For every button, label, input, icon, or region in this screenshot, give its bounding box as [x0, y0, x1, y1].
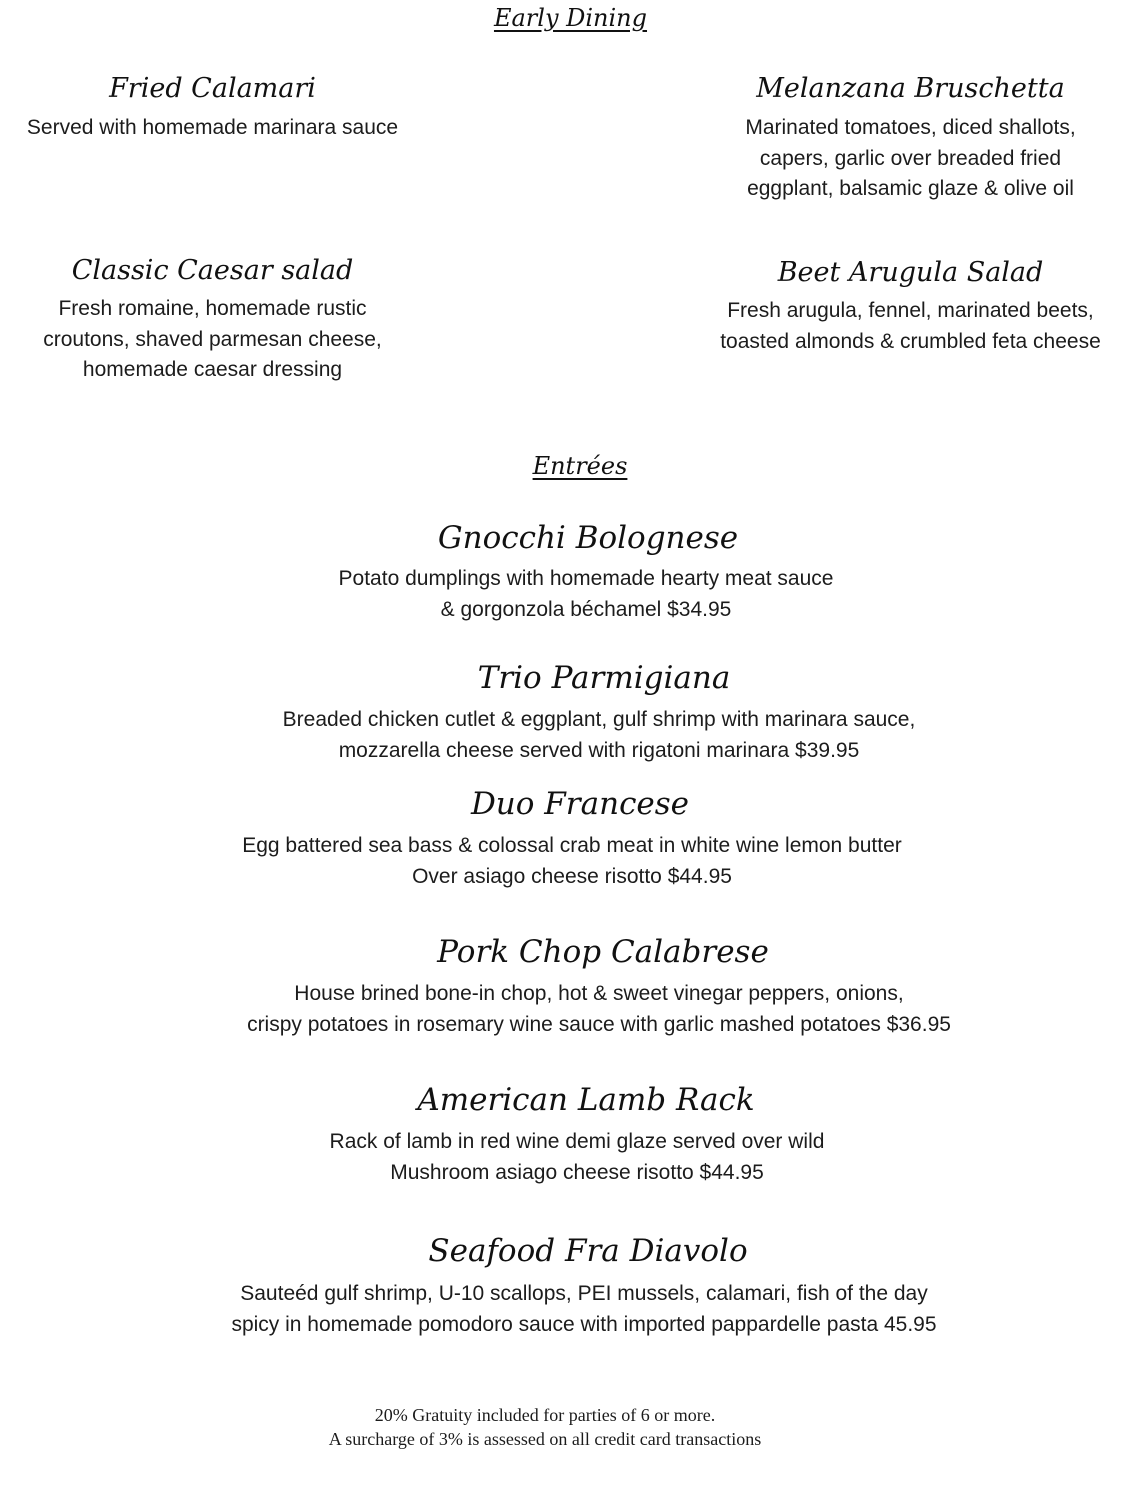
desc-line: spicy in homemade pomodoro sauce with imported pappardelle pasta 45.95: [231, 1312, 937, 1336]
dish-desc-classic-caesar-salad: [0, 294, 425, 386]
desc-line: & gorgonzola béchamel $34.95: [440, 597, 732, 621]
dish-name-fried-calamari: Fried Calamari: [109, 73, 316, 104]
desc-line: House brined bone-in chop, hot & sweet vinegar peppers, onions,: [294, 982, 904, 1005]
dish-name-gnocchi-bolognese: Gnocchi Bolognese: [437, 520, 739, 556]
desc-line: crispy potatoes in rosemary wine sauce with garlic mashed potatoes $36.95: [247, 1012, 951, 1036]
dish-name-trio-parmigiana: Trio Parmigiana: [477, 660, 731, 696]
early-dining-heading: Early Dining: [493, 4, 648, 32]
dish-name-duo-francese: Duo Francese: [470, 786, 690, 822]
desc-line: eggplant, balsamic glaze & olive oil: [747, 177, 1074, 200]
desc-line: Egg battered sea bass & colossal crab meat in white wine lemon butter: [242, 834, 902, 857]
dish-desc-pork-chop-calabrese: [199, 979, 999, 1040]
dish-name-american-lamb-rack: American Lamb Rack: [417, 1082, 755, 1118]
dish-desc-gnocchi-bolognese: [186, 564, 986, 625]
desc-line: Fresh romaine, homemade rustic: [58, 297, 367, 320]
entrees-heading: Entrées: [532, 452, 628, 480]
dish-name-pork-chop-calabrese: Pork Chop Calabrese: [437, 934, 769, 970]
desc-line: Mushroom asiago cheese risotto $44.95: [390, 1160, 764, 1184]
dish-desc-fried-calamari: [0, 113, 425, 144]
desc-line: Over asiago cheese risotto $44.95: [412, 864, 732, 888]
dish-desc-duo-francese: [172, 831, 972, 892]
dish-desc-seafood-fra-diavolo: [184, 1279, 984, 1340]
desc-line: Potato dumplings with homemade hearty meat sauce: [338, 567, 834, 590]
dish-name-melanzana-bruschetta: Melanzana Bruschetta: [756, 73, 1065, 104]
desc-line: croutons, shaved parmesan cheese,: [43, 327, 382, 351]
desc-line: homemade caesar dressing: [82, 358, 343, 381]
desc-line: Marinated tomatoes, diced shallots,: [745, 116, 1076, 139]
desc-line: capers, garlic over breaded fried: [759, 146, 1062, 170]
gratuity-note: 20% Gratuity included for parties of 6 or more.: [374, 1405, 716, 1425]
desc-line: Served with homemade marinara sauce: [26, 116, 399, 139]
desc-line: mozzarella cheese served with rigatoni marinara $39.95: [338, 738, 860, 762]
dish-name-beet-arugula-salad: Beet Arugula Salad: [777, 257, 1044, 288]
dish-name-seafood-fra-diavolo: Seafood Fra Diavolo: [428, 1233, 748, 1269]
desc-line: Sauteéd gulf shrimp, U-10 scallops, PEI mussels, calamari, fish of the day: [240, 1282, 928, 1305]
dish-desc-trio-parmigiana: [199, 705, 999, 766]
dish-desc-beet-arugula-salad: [680, 296, 1141, 357]
footer-notes: [245, 1403, 845, 1451]
dish-name-classic-caesar-salad: Classic Caesar salad: [71, 255, 354, 286]
dish-desc-american-lamb-rack: [177, 1127, 977, 1188]
surcharge-note: A surcharge of 3% is assessed on all credit card transactions: [328, 1429, 762, 1449]
dish-desc-melanzana-bruschetta: [680, 113, 1141, 205]
desc-line: Fresh arugula, fennel, marinated beets,: [727, 299, 1094, 322]
desc-line: toasted almonds & crumbled feta cheese: [720, 329, 1101, 353]
desc-line: Breaded chicken cutlet & eggplant, gulf shrimp with marinara sauce,: [282, 708, 916, 731]
desc-line: Rack of lamb in red wine demi glaze served over wild: [329, 1130, 825, 1153]
